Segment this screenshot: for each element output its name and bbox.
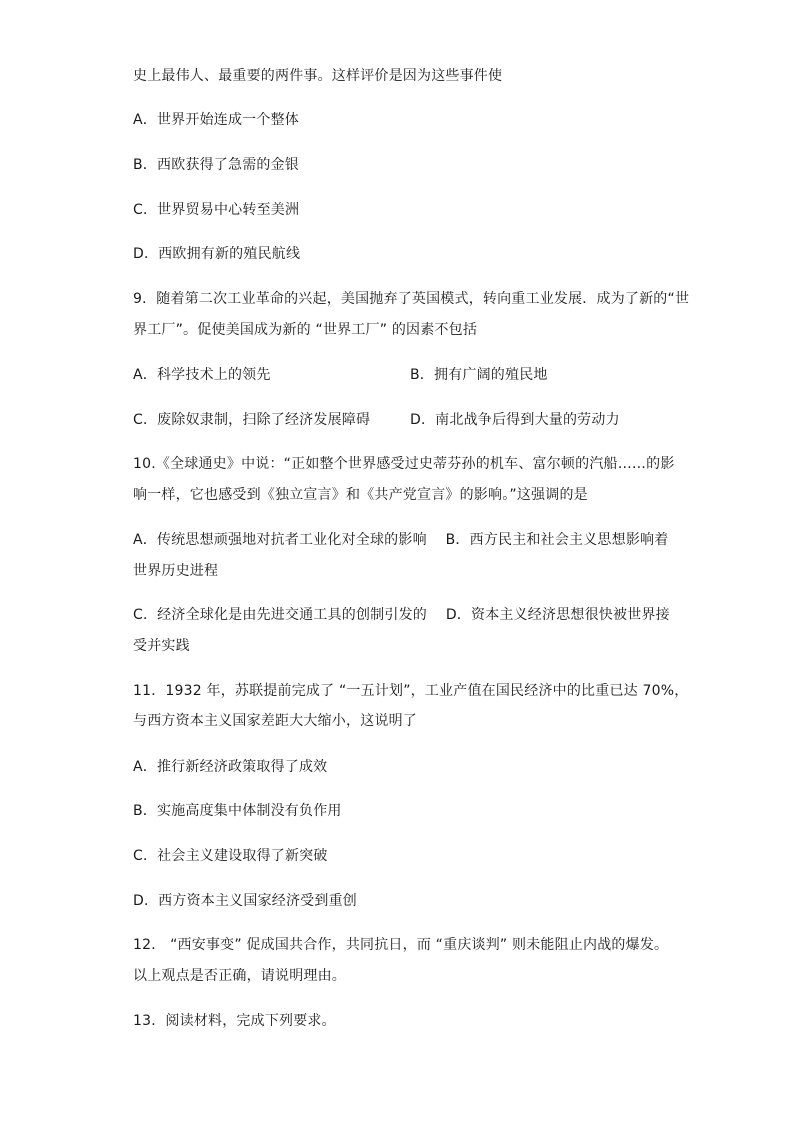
q9-option-c: C．废除奴隶制，扫除了经济发展障碍 [133, 412, 371, 428]
q12-line1: 12． “西安事变” 促成国共合作，共同抗日，而 “重庆谈判” 则未能阻止内战的爆发。 [133, 937, 669, 953]
q9-option-b: B．拥有广阔的殖民地 [410, 367, 548, 383]
q11-option-c: C．社会主义建设取得了新突破 [133, 848, 328, 864]
q8-option-a: A．世界开始连成一个整体 [133, 112, 299, 128]
q11-stem-line1: 11．1932 年，苏联提前完成了 “一五计划”，工业产值在国民经济中的比重已达 70%， [133, 683, 689, 699]
q9-option-d: D．南北战争后得到大量的劳动力 [410, 412, 620, 428]
q8-option-c: C．世界贸易中心转至美洲 [133, 202, 300, 218]
q13-line1: 13．阅读材料，完成下列要求。 [133, 1013, 336, 1029]
q10-option-ab-line1: A．传统思想顽强地对抗者工业化对全球的影响 B．西方民主和社会主义思想影响着 [133, 532, 669, 548]
q11-stem-line2: 与西方资本主义国家差距大大缩小，这说明了 [133, 713, 417, 729]
q10-option-ab-line2: 世界历史进程 [133, 563, 219, 579]
q10-option-cd-line1: C．经济全球化是由先进交通工具的创制引发的 D．资本主义经济思想很快被世界接 [133, 607, 670, 623]
q10-option-cd-line2: 受并实践 [133, 638, 190, 654]
q11-option-b: B．实施高度集中体制没有负作用 [133, 803, 342, 819]
q10-stem-line1: 10.《全球通史》中说：“正如整个世界感受过史蒂芬孙的机车、富尔顿的汽船……的影 [133, 456, 675, 472]
q10-stem-line2: 响一样，它也感受到《独立宣言》和《共产党宣言》的影响。”这强调的是 [133, 487, 588, 503]
q9-option-a: A．科学技术上的领先 [133, 367, 271, 383]
q12-line2: 以上观点是否正确，请说明理由。 [133, 968, 346, 984]
q8-stem-tail: 史上最伟人、最重要的两件事。这样评价是因为这些事件使 [133, 68, 503, 84]
q8-option-d: D．西欧拥有新的殖民航线 [133, 246, 301, 262]
q8-option-b: B．西欧获得了急需的金银 [133, 157, 300, 173]
q11-option-a: A．推行新经济政策取得了成效 [133, 759, 328, 775]
q9-stem-line1: 9．随着第二次工业革命的兴起，美国抛弃了英国模式，转向重工业发展．成为了新的“世 [133, 291, 690, 307]
q9-stem-line2: 界工厂”。促使美国成为新的 “世界工厂” 的因素不包括 [133, 322, 478, 338]
q11-option-d: D．西方资本主义国家经济受到重创 [133, 893, 357, 909]
